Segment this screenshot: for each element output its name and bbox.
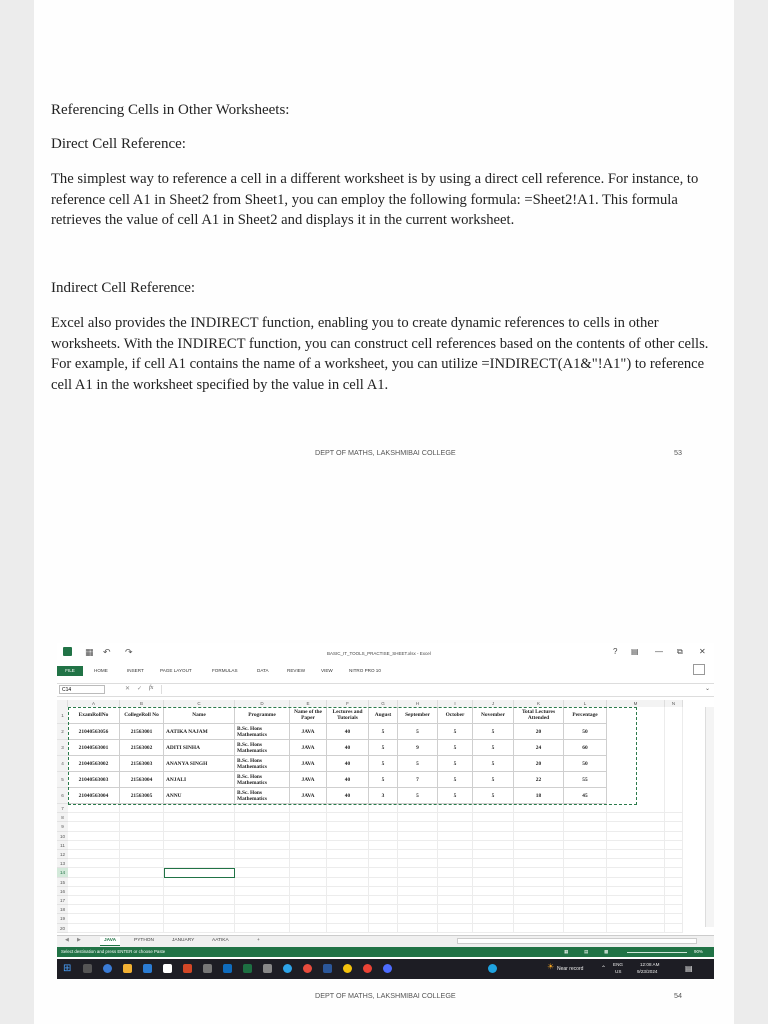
status-bar — [57, 947, 714, 957]
table-cell[interactable]: 55 — [564, 772, 607, 788]
horizontal-scrollbar[interactable] — [457, 938, 697, 944]
table-cell[interactable]: 20 — [514, 724, 564, 740]
table-cell[interactable]: ANNU — [164, 788, 235, 804]
edge-icon[interactable] — [283, 964, 292, 973]
table-cell[interactable]: 9 — [398, 740, 438, 756]
app-icon[interactable] — [263, 964, 272, 973]
tab-insert[interactable]: INSERT — [127, 668, 144, 673]
app-icon[interactable] — [383, 964, 392, 973]
row-header[interactable]: 9 — [57, 822, 68, 831]
new-sheet-button[interactable]: + — [257, 938, 260, 943]
sheet-tab-aatika[interactable]: AATIKA — [212, 938, 229, 943]
heading-referencing-cells: Referencing Cells in Other Worksheets: — [51, 102, 290, 118]
table-cell[interactable]: 21040563004 — [68, 788, 120, 804]
table-cell[interactable]: 5 — [398, 756, 438, 772]
row-header[interactable]: 3 — [57, 740, 68, 756]
column-header[interactable]: J — [473, 700, 514, 707]
header-cell[interactable]: ExamRollNo — [68, 707, 120, 724]
column-header[interactable]: E — [290, 700, 327, 707]
gridline — [68, 877, 683, 878]
next-sheet-icon[interactable]: ▶ — [77, 937, 81, 943]
column-header[interactable]: N — [665, 700, 683, 707]
redo-icon[interactable]: ↷ — [125, 647, 133, 657]
column-header[interactable]: M — [607, 700, 665, 707]
row-header[interactable]: 6 — [57, 788, 68, 804]
table-cell[interactable]: 20 — [514, 756, 564, 772]
table-cell[interactable]: 7 — [398, 772, 438, 788]
tab-review[interactable]: REVIEW — [287, 668, 306, 673]
row-header[interactable]: 4 — [57, 756, 68, 772]
ribbon-tabs — [57, 664, 714, 678]
help-icon[interactable]: ? — [613, 647, 618, 656]
weather-icon[interactable]: ☀ — [547, 962, 555, 971]
table-cell[interactable]: 3 — [369, 788, 398, 804]
table-cell[interactable]: 21040563002 — [68, 756, 120, 772]
table-cell[interactable]: 5 — [438, 740, 473, 756]
table-cell[interactable]: 5 — [398, 788, 438, 804]
file-explorer-icon[interactable] — [123, 964, 132, 973]
windows-start-icon[interactable]: ⊞ — [63, 963, 72, 974]
close-icon[interactable]: ✕ — [699, 647, 706, 656]
zoom-slider[interactable] — [627, 952, 687, 953]
table-cell[interactable]: 40 — [327, 772, 369, 788]
table-cell[interactable]: JAVA — [290, 756, 327, 772]
formula-bar — [57, 683, 714, 697]
table-cell[interactable]: 5 — [369, 756, 398, 772]
paragraph-indirect-reference: Excel also provides the INDIRECT function, enabling you to create dynamic references to cells in other worksheets. With the INDIRECT function, you can construct cell references based on the contents of other cells. For example, if cell A1 contains the name of a worksheet, you can utilize =INDIRECT(A1&"!A1") to reference cell A1 in the worksheet specified by the value in cell A1. — [51, 315, 709, 393]
row-header[interactable]: 2 — [57, 724, 68, 740]
minimize-icon[interactable]: — — [655, 647, 663, 656]
table-cell[interactable]: 18 — [514, 788, 564, 804]
table-cell[interactable]: ADITI SINHA — [164, 740, 235, 756]
table-cell[interactable]: 5 — [369, 740, 398, 756]
notification-icon[interactable]: ▤ — [685, 964, 693, 973]
gridline — [68, 840, 683, 841]
table-cell[interactable]: JAVA — [290, 788, 327, 804]
chrome-icon[interactable] — [303, 964, 312, 973]
header-cell[interactable]: CollegeRoll No — [120, 707, 164, 724]
app-icon[interactable] — [363, 964, 372, 973]
prev-sheet-icon[interactable]: ◀ — [65, 937, 69, 943]
table-cell[interactable]: 5 — [438, 724, 473, 740]
page-footer: DEPT OF MATHS, LAKSHMIBAI COLLEGE — [315, 448, 456, 457]
gridline — [68, 913, 683, 914]
taskbar-date[interactable]: 9/23/2024 — [637, 969, 658, 974]
gridline — [664, 707, 665, 933]
table-cell[interactable]: JAVA — [290, 772, 327, 788]
table-cell[interactable]: 5 — [473, 772, 514, 788]
vertical-scrollbar[interactable] — [705, 707, 714, 927]
tab-data[interactable]: DATA — [257, 668, 269, 673]
column-header[interactable]: I — [438, 700, 473, 707]
page-layout-view-icon[interactable]: ▤ — [584, 949, 589, 954]
row-header[interactable]: 19 — [57, 914, 68, 923]
excel-screenshot — [57, 643, 714, 979]
row-header[interactable]: 7 — [57, 804, 68, 813]
table-cell[interactable]: 5 — [369, 724, 398, 740]
gridline — [68, 849, 683, 850]
language-indicator[interactable]: ENG — [613, 962, 623, 967]
gridline — [68, 821, 683, 822]
table-cell[interactable]: 50 — [564, 724, 607, 740]
row-header[interactable]: 5 — [57, 772, 68, 788]
row-header[interactable]: 12 — [57, 850, 68, 859]
table-cell[interactable]: 5 — [473, 756, 514, 772]
gridline — [68, 932, 683, 933]
app-icon[interactable] — [203, 964, 212, 973]
table-cell[interactable]: JAVA — [290, 740, 327, 756]
table-cell[interactable]: 24 — [514, 740, 564, 756]
row-header[interactable]: 14 — [57, 868, 68, 877]
gridline — [68, 867, 683, 868]
row-header[interactable]: 8 — [57, 813, 68, 822]
table-cell[interactable]: 21040563003 — [68, 772, 120, 788]
gridline — [68, 886, 683, 887]
table-cell[interactable]: B.Sc. Hons Mathematics — [235, 740, 290, 756]
table-cell[interactable]: ANANYA SINGH — [164, 756, 235, 772]
row-header[interactable]: 20 — [57, 924, 68, 933]
page-break-view-icon[interactable]: ▩ — [604, 949, 609, 954]
table-cell[interactable]: B.Sc. Hons Mathematics — [235, 724, 290, 740]
gridline — [68, 923, 683, 924]
taskbar-time[interactable]: 12:08 AM — [640, 962, 660, 967]
row-header[interactable]: 17 — [57, 896, 68, 905]
tab-file[interactable]: FILE — [57, 666, 83, 676]
paragraph-direct-reference: The simplest way to reference a cell in a different worksheet is by using a direct cell reference. For instance, to reference cell A1 in Sheet2 from Sheet1, you can employ the following formula: =Sheet2!A1. This formula retrieves the value of cell A1 in Sheet2 and displays it in the current worksheet. — [51, 171, 699, 229]
row-header[interactable]: 16 — [57, 887, 68, 896]
table-cell[interactable]: B.Sc. Hons Mathematics — [235, 788, 290, 804]
header-cell[interactable]: Total Lectures Attended — [514, 707, 564, 724]
insert-function-icon[interactable]: fx — [149, 685, 154, 691]
formula-input[interactable] — [161, 685, 702, 694]
table-cell[interactable]: 5 — [398, 724, 438, 740]
cancel-icon[interactable]: ✕ — [125, 686, 131, 692]
tab-formulas[interactable]: FORMULAS — [212, 668, 238, 673]
gridline — [68, 831, 683, 832]
windows-taskbar — [57, 959, 714, 979]
tab-view[interactable]: VIEW — [321, 668, 333, 673]
table-cell[interactable]: 40 — [327, 788, 369, 804]
column-header[interactable]: A — [68, 700, 120, 707]
table-cell[interactable]: 50 — [564, 756, 607, 772]
table-cell[interactable]: 5 — [473, 740, 514, 756]
status-message: Select destination and press ENTER or choose Paste — [61, 949, 166, 954]
page-number: 54 — [674, 991, 682, 1000]
row-header[interactable]: 1 — [57, 707, 68, 724]
table-cell[interactable]: JAVA — [290, 724, 327, 740]
page-footer: DEPT OF MATHS, LAKSHMIBAI COLLEGE — [315, 991, 456, 1000]
header-cell[interactable]: Programme — [235, 707, 290, 724]
row-header[interactable]: 13 — [57, 859, 68, 868]
table-cell[interactable]: 21563001 — [120, 724, 164, 740]
header-cell[interactable]: Lectures and Tutorials — [327, 707, 369, 724]
heading-direct-reference: Direct Cell Reference: — [51, 136, 186, 152]
table-cell[interactable]: 5 — [473, 788, 514, 804]
weather-text[interactable]: Near record — [557, 966, 584, 972]
save-icon[interactable]: ▦ — [85, 647, 94, 657]
excel-title-bar — [57, 643, 714, 663]
table-cell[interactable]: 21563002 — [120, 740, 164, 756]
table-cell[interactable]: 5 — [369, 772, 398, 788]
row-header[interactable]: 18 — [57, 905, 68, 914]
table-cell[interactable]: 45 — [564, 788, 607, 804]
gridline — [68, 812, 683, 813]
powerpoint-icon[interactable] — [183, 964, 192, 973]
window-title: BASIC_IT_TOOLS_PRACTISE_SHEET.xlsx - Excel — [327, 651, 431, 656]
restore-icon[interactable]: ⧉ — [677, 647, 683, 656]
tab-nitro-pro[interactable]: NITRO PRO 10 — [349, 668, 381, 673]
table-cell[interactable]: 22 — [514, 772, 564, 788]
table-cell[interactable]: 21040563056 — [68, 724, 120, 740]
table-cell[interactable]: 40 — [327, 756, 369, 772]
help-app-icon[interactable] — [488, 964, 497, 973]
column-header[interactable]: F — [327, 700, 369, 707]
table-cell[interactable]: 5 — [438, 788, 473, 804]
sheet-tab-january[interactable]: JANUARY — [172, 938, 195, 943]
app-icon[interactable] — [103, 964, 112, 973]
sheet-tabs-bar — [57, 935, 714, 947]
row-header[interactable]: 10 — [57, 832, 68, 841]
word-icon[interactable] — [143, 964, 152, 973]
column-header[interactable]: C — [164, 700, 235, 707]
chevron-up-icon[interactable]: ⌃ — [601, 966, 607, 972]
table-cell[interactable]: 5 — [473, 724, 514, 740]
header-cell[interactable]: September — [398, 707, 438, 724]
spreadsheet-grid[interactable] — [57, 700, 714, 933]
table-cell[interactable]: 60 — [564, 740, 607, 756]
column-header[interactable]: D — [235, 700, 290, 707]
table-cell[interactable]: 21563005 — [120, 788, 164, 804]
sheet-tab-java[interactable]: JAVA — [100, 937, 120, 946]
gridline — [68, 904, 683, 905]
heading-indirect-reference: Indirect Cell Reference: — [51, 280, 196, 296]
gridline — [68, 858, 683, 859]
enter-icon[interactable]: ✓ — [137, 686, 143, 692]
header-cell[interactable]: November — [473, 707, 514, 724]
account-icon[interactable] — [693, 664, 705, 675]
table-cell[interactable]: 5 — [438, 772, 473, 788]
header-cell[interactable]: August — [369, 707, 398, 724]
tab-home[interactable]: HOME — [94, 668, 108, 673]
table-cell[interactable]: 21040563001 — [68, 740, 120, 756]
page-number: 53 — [674, 448, 682, 457]
table-cell[interactable]: B.Sc. Hons Mathematics — [235, 756, 290, 772]
normal-view-icon[interactable]: ▦ — [564, 949, 569, 954]
column-header[interactable]: H — [398, 700, 438, 707]
ribbon-options-icon[interactable]: ▤ — [631, 647, 639, 656]
table-cell[interactable]: 21563004 — [120, 772, 164, 788]
table-cell[interactable]: 21563003 — [120, 756, 164, 772]
table-cell[interactable]: 40 — [327, 724, 369, 740]
sheet-tab-python[interactable]: PYTHON — [134, 938, 154, 943]
active-cell-selection[interactable] — [164, 868, 235, 877]
column-header[interactable]: G — [369, 700, 398, 707]
header-cell[interactable]: Percentage — [564, 707, 607, 724]
tab-page-layout[interactable]: PAGE LAYOUT — [160, 668, 192, 673]
column-header[interactable]: B — [120, 700, 164, 707]
zoom-level: 90% — [694, 949, 703, 954]
table-cell[interactable]: 5 — [438, 756, 473, 772]
excel-logo-icon — [63, 647, 72, 656]
excel-taskbar-icon[interactable] — [243, 964, 252, 973]
table-cell[interactable]: B.Sc. Hons Mathematics — [235, 772, 290, 788]
app-icon[interactable] — [323, 964, 332, 973]
app-icon[interactable] — [343, 964, 352, 973]
gridline — [68, 895, 683, 896]
task-view-icon[interactable] — [83, 964, 92, 973]
table-cell[interactable]: AATIKA NAJAM — [164, 724, 235, 740]
mail-icon[interactable] — [223, 964, 232, 973]
name-box[interactable]: C14 — [59, 685, 105, 694]
undo-icon[interactable]: ↶ — [103, 647, 111, 657]
notepad-icon[interactable] — [163, 964, 172, 973]
column-header[interactable]: K — [514, 700, 564, 707]
row-header[interactable]: 15 — [57, 878, 68, 887]
row-header[interactable]: 11 — [57, 841, 68, 850]
header-cell[interactable]: October — [438, 707, 473, 724]
header-cell[interactable]: Name of the Paper — [290, 707, 327, 724]
select-all-corner[interactable] — [57, 700, 68, 707]
table-cell[interactable]: 40 — [327, 740, 369, 756]
header-cell[interactable]: Name — [164, 707, 235, 724]
gridline — [682, 707, 683, 933]
column-header[interactable]: L — [564, 700, 607, 707]
chevron-down-icon[interactable]: ⌄ — [705, 686, 711, 692]
region-indicator: US — [615, 969, 622, 974]
table-cell[interactable]: ANJALI — [164, 772, 235, 788]
